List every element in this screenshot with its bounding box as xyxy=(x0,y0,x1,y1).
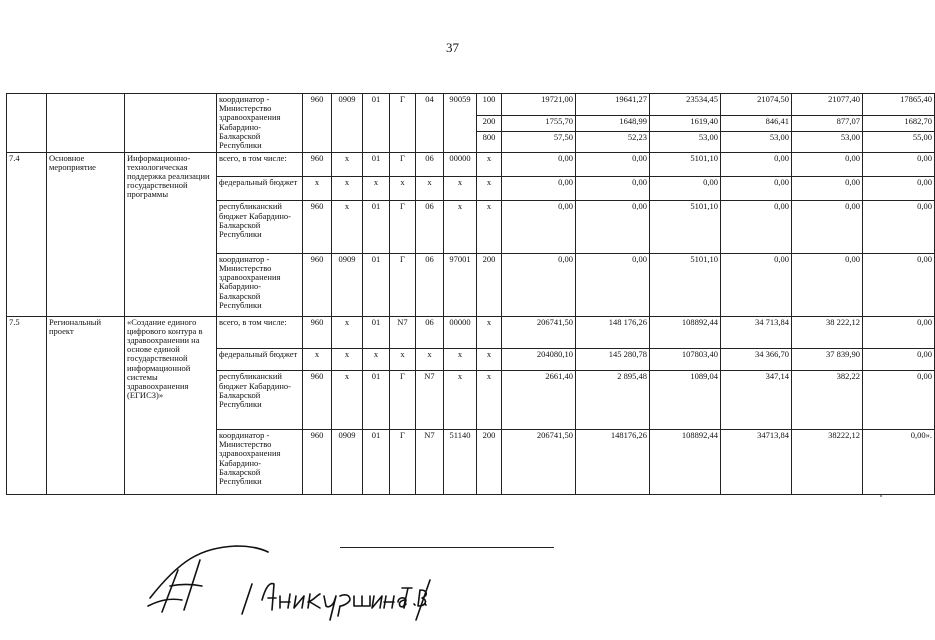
cell-cs2: Г xyxy=(390,201,416,254)
cell-vr: х xyxy=(477,152,502,176)
cell-v6: 0,00 xyxy=(863,349,935,371)
cell-grbs: 960 xyxy=(303,316,332,348)
cell-v2: 19641,27 xyxy=(576,94,650,116)
cell-v4: 34 366,70 xyxy=(721,349,792,371)
cell-v5: 38222,12 xyxy=(792,430,863,495)
cell-v4: 0,00 xyxy=(721,177,792,201)
cell-cs3: 06 xyxy=(416,201,444,254)
cell-vr: х xyxy=(477,201,502,254)
cell-v3: 107803,40 xyxy=(650,349,721,371)
cell-responsible: всего, в том числе: xyxy=(217,152,303,176)
cell-rzpr: х xyxy=(332,152,363,176)
cell-v3: 1089,04 xyxy=(650,371,721,430)
cell-rzpr: х xyxy=(332,349,363,371)
cell-vr: 200 xyxy=(477,430,502,495)
budget-table xyxy=(6,93,935,495)
handwritten-signature xyxy=(140,540,430,620)
cell-cs1: х xyxy=(363,177,390,201)
cell-v2: 52,23 xyxy=(576,132,650,152)
cell-v2: 148176,26 xyxy=(576,430,650,495)
cell-responsible: федеральный бюджет xyxy=(217,177,303,201)
cell-v6: 0,00 xyxy=(863,177,935,201)
cell-v1: 2661,40 xyxy=(502,371,576,430)
cell-cs4: х xyxy=(444,349,477,371)
cell-name: Информационно-технологическая поддержка реализации государственной программы xyxy=(125,152,217,316)
cell-v1: 0,00 xyxy=(502,177,576,201)
table-row xyxy=(7,94,935,116)
cell-cs2: х xyxy=(390,177,416,201)
cell-cs4: х xyxy=(444,201,477,254)
cell-v4: 347,14 xyxy=(721,371,792,430)
cell-no: 7.4 xyxy=(7,152,47,316)
cell-v3: 0,00 xyxy=(650,177,721,201)
cell-cs4: х xyxy=(444,371,477,430)
cell-cs1: 01 xyxy=(363,201,390,254)
cell-type: Основное мероприятие xyxy=(47,152,125,316)
cell-v2: 1648,99 xyxy=(576,116,650,132)
cell-v6: 17865,40 xyxy=(863,94,935,116)
cell-cs3: 04 xyxy=(416,94,444,153)
cell-cs1: 01 xyxy=(363,371,390,430)
cell-v1: 19721,00 xyxy=(502,94,576,116)
cell-cs3: 06 xyxy=(416,253,444,316)
cell-v5: 53,00 xyxy=(792,132,863,152)
cell-cs4: х xyxy=(444,177,477,201)
cell-no: 7.5 xyxy=(7,316,47,494)
cell-cs4: 97001 xyxy=(444,253,477,316)
cell-v4: 0,00 xyxy=(721,253,792,316)
cell-cs1: 01 xyxy=(363,152,390,176)
cell-v3: 5101,10 xyxy=(650,201,721,254)
cell-responsible: координатор - Министерство здравоохранения Кабардино-Балкарской Республики xyxy=(217,253,303,316)
cell-grbs: 960 xyxy=(303,94,332,153)
cell-cs4: 90059 xyxy=(444,94,477,153)
cell-v1: 206741,50 xyxy=(502,316,576,348)
cell-v1: 0,00 xyxy=(502,253,576,316)
scan-artifact xyxy=(880,495,882,497)
cell-grbs: 960 xyxy=(303,201,332,254)
cell-v6: 0,00 xyxy=(863,316,935,348)
cell-v2: 0,00 xyxy=(576,253,650,316)
cell-cs4: 00000 xyxy=(444,316,477,348)
cell-v6: 1682,70 xyxy=(863,116,935,132)
cell-cs3: 06 xyxy=(416,152,444,176)
cell-rzpr: 0909 xyxy=(332,94,363,153)
cell-responsible: федеральный бюджет xyxy=(217,349,303,371)
cell-rzpr: 0909 xyxy=(332,430,363,495)
cell-v6: 0,00 xyxy=(863,152,935,176)
cell-cs2: Г xyxy=(390,253,416,316)
cell-cs1: 01 xyxy=(363,94,390,153)
cell-cs1: 01 xyxy=(363,430,390,495)
cell-cs3: N7 xyxy=(416,371,444,430)
cell-v3: 53,00 xyxy=(650,132,721,152)
cell-rzpr: 0909 xyxy=(332,253,363,316)
cell-cs2: Г xyxy=(390,152,416,176)
cell-grbs: х xyxy=(303,177,332,201)
cell-v1: 1755,70 xyxy=(502,116,576,132)
page-number: 37 xyxy=(446,40,459,55)
cell-name: «Создание единого цифрового контура в здравоохранении на основе единой государственной информационной системы здравоохранения (ЕГИСЗ)» xyxy=(125,316,217,494)
cell-v1: 204080,10 xyxy=(502,349,576,371)
cell-v5: 21077,40 xyxy=(792,94,863,116)
cell-vr: 200 xyxy=(477,253,502,316)
cell-responsible: координатор - Министерство здравоохранения Кабардино-Балкарской Республики xyxy=(217,430,303,495)
cell-v5: 0,00 xyxy=(792,177,863,201)
cell-v5: 0,00 xyxy=(792,201,863,254)
cell-v4: 846,41 xyxy=(721,116,792,132)
cell-vr: х xyxy=(477,371,502,430)
table-row xyxy=(7,152,935,176)
cell-vr: х xyxy=(477,177,502,201)
cell-type xyxy=(47,94,125,153)
cell-v6: 0,00». xyxy=(863,430,935,495)
cell-v2: 0,00 xyxy=(576,152,650,176)
cell-v6: 0,00 xyxy=(863,201,935,254)
cell-v5: 382,22 xyxy=(792,371,863,430)
cell-v5: 0,00 xyxy=(792,152,863,176)
cell-cs4: 00000 xyxy=(444,152,477,176)
cell-responsible: координатор - Министерство здравоохранения Кабардино-Балкарской Республики xyxy=(217,94,303,153)
cell-type: Региональный проект xyxy=(47,316,125,494)
cell-v1: 57,50 xyxy=(502,132,576,152)
cell-v6: 0,00 xyxy=(863,253,935,316)
cell-rzpr: х xyxy=(332,371,363,430)
cell-v1: 206741,50 xyxy=(502,430,576,495)
cell-v4: 34713,84 xyxy=(721,430,792,495)
cell-v3: 23534,45 xyxy=(650,94,721,116)
cell-v5: 877,07 xyxy=(792,116,863,132)
cell-cs3: 06 xyxy=(416,316,444,348)
cell-v3: 5101,10 xyxy=(650,152,721,176)
cell-cs2: Г xyxy=(390,371,416,430)
cell-name xyxy=(125,94,217,153)
cell-grbs: 960 xyxy=(303,371,332,430)
cell-responsible: всего, в том числе: xyxy=(217,316,303,348)
cell-v3: 108892,44 xyxy=(650,430,721,495)
cell-grbs: х xyxy=(303,349,332,371)
cell-rzpr: х xyxy=(332,177,363,201)
cell-cs4: 51140 xyxy=(444,430,477,495)
cell-cs2: Г xyxy=(390,430,416,495)
cell-vr: 200 xyxy=(477,116,502,132)
cell-v4: 0,00 xyxy=(721,201,792,254)
cell-v6: 0,00 xyxy=(863,371,935,430)
cell-vr: х xyxy=(477,316,502,348)
cell-v5: 0,00 xyxy=(792,253,863,316)
cell-grbs: 960 xyxy=(303,430,332,495)
cell-v2: 0,00 xyxy=(576,177,650,201)
cell-v3: 5101,10 xyxy=(650,253,721,316)
cell-vr: 100 xyxy=(477,94,502,116)
cell-cs3: N7 xyxy=(416,430,444,495)
cell-v2: 148 176,26 xyxy=(576,316,650,348)
cell-v4: 53,00 xyxy=(721,132,792,152)
cell-responsible: республиканский бюджет Кабардино-Балкарской Республики xyxy=(217,201,303,254)
cell-rzpr: х xyxy=(332,316,363,348)
cell-vr: х xyxy=(477,349,502,371)
table-row xyxy=(7,316,935,348)
cell-no xyxy=(7,94,47,153)
cell-v4: 34 713,84 xyxy=(721,316,792,348)
cell-v2: 2 895,48 xyxy=(576,371,650,430)
cell-cs3: х xyxy=(416,177,444,201)
cell-v1: 0,00 xyxy=(502,201,576,254)
cell-cs1: х xyxy=(363,349,390,371)
cell-grbs: 960 xyxy=(303,152,332,176)
cell-v2: 0,00 xyxy=(576,201,650,254)
cell-cs1: 01 xyxy=(363,253,390,316)
cell-cs3: х xyxy=(416,349,444,371)
cell-v4: 21074,50 xyxy=(721,94,792,116)
cell-v1: 0,00 xyxy=(502,152,576,176)
cell-cs2: N7 xyxy=(390,316,416,348)
cell-vr: 800 xyxy=(477,132,502,152)
cell-v5: 38 222,12 xyxy=(792,316,863,348)
cell-responsible: республиканский бюджет Кабардино-Балкарской Республики xyxy=(217,371,303,430)
cell-v5: 37 839,90 xyxy=(792,349,863,371)
cell-v2: 145 280,78 xyxy=(576,349,650,371)
cell-cs2: Г xyxy=(390,94,416,153)
cell-cs1: 01 xyxy=(363,316,390,348)
cell-grbs: 960 xyxy=(303,253,332,316)
cell-v3: 1619,40 xyxy=(650,116,721,132)
cell-rzpr: х xyxy=(332,201,363,254)
cell-v3: 108892,44 xyxy=(650,316,721,348)
cell-cs2: х xyxy=(390,349,416,371)
cell-v4: 0,00 xyxy=(721,152,792,176)
cell-v6: 55,00 xyxy=(863,132,935,152)
